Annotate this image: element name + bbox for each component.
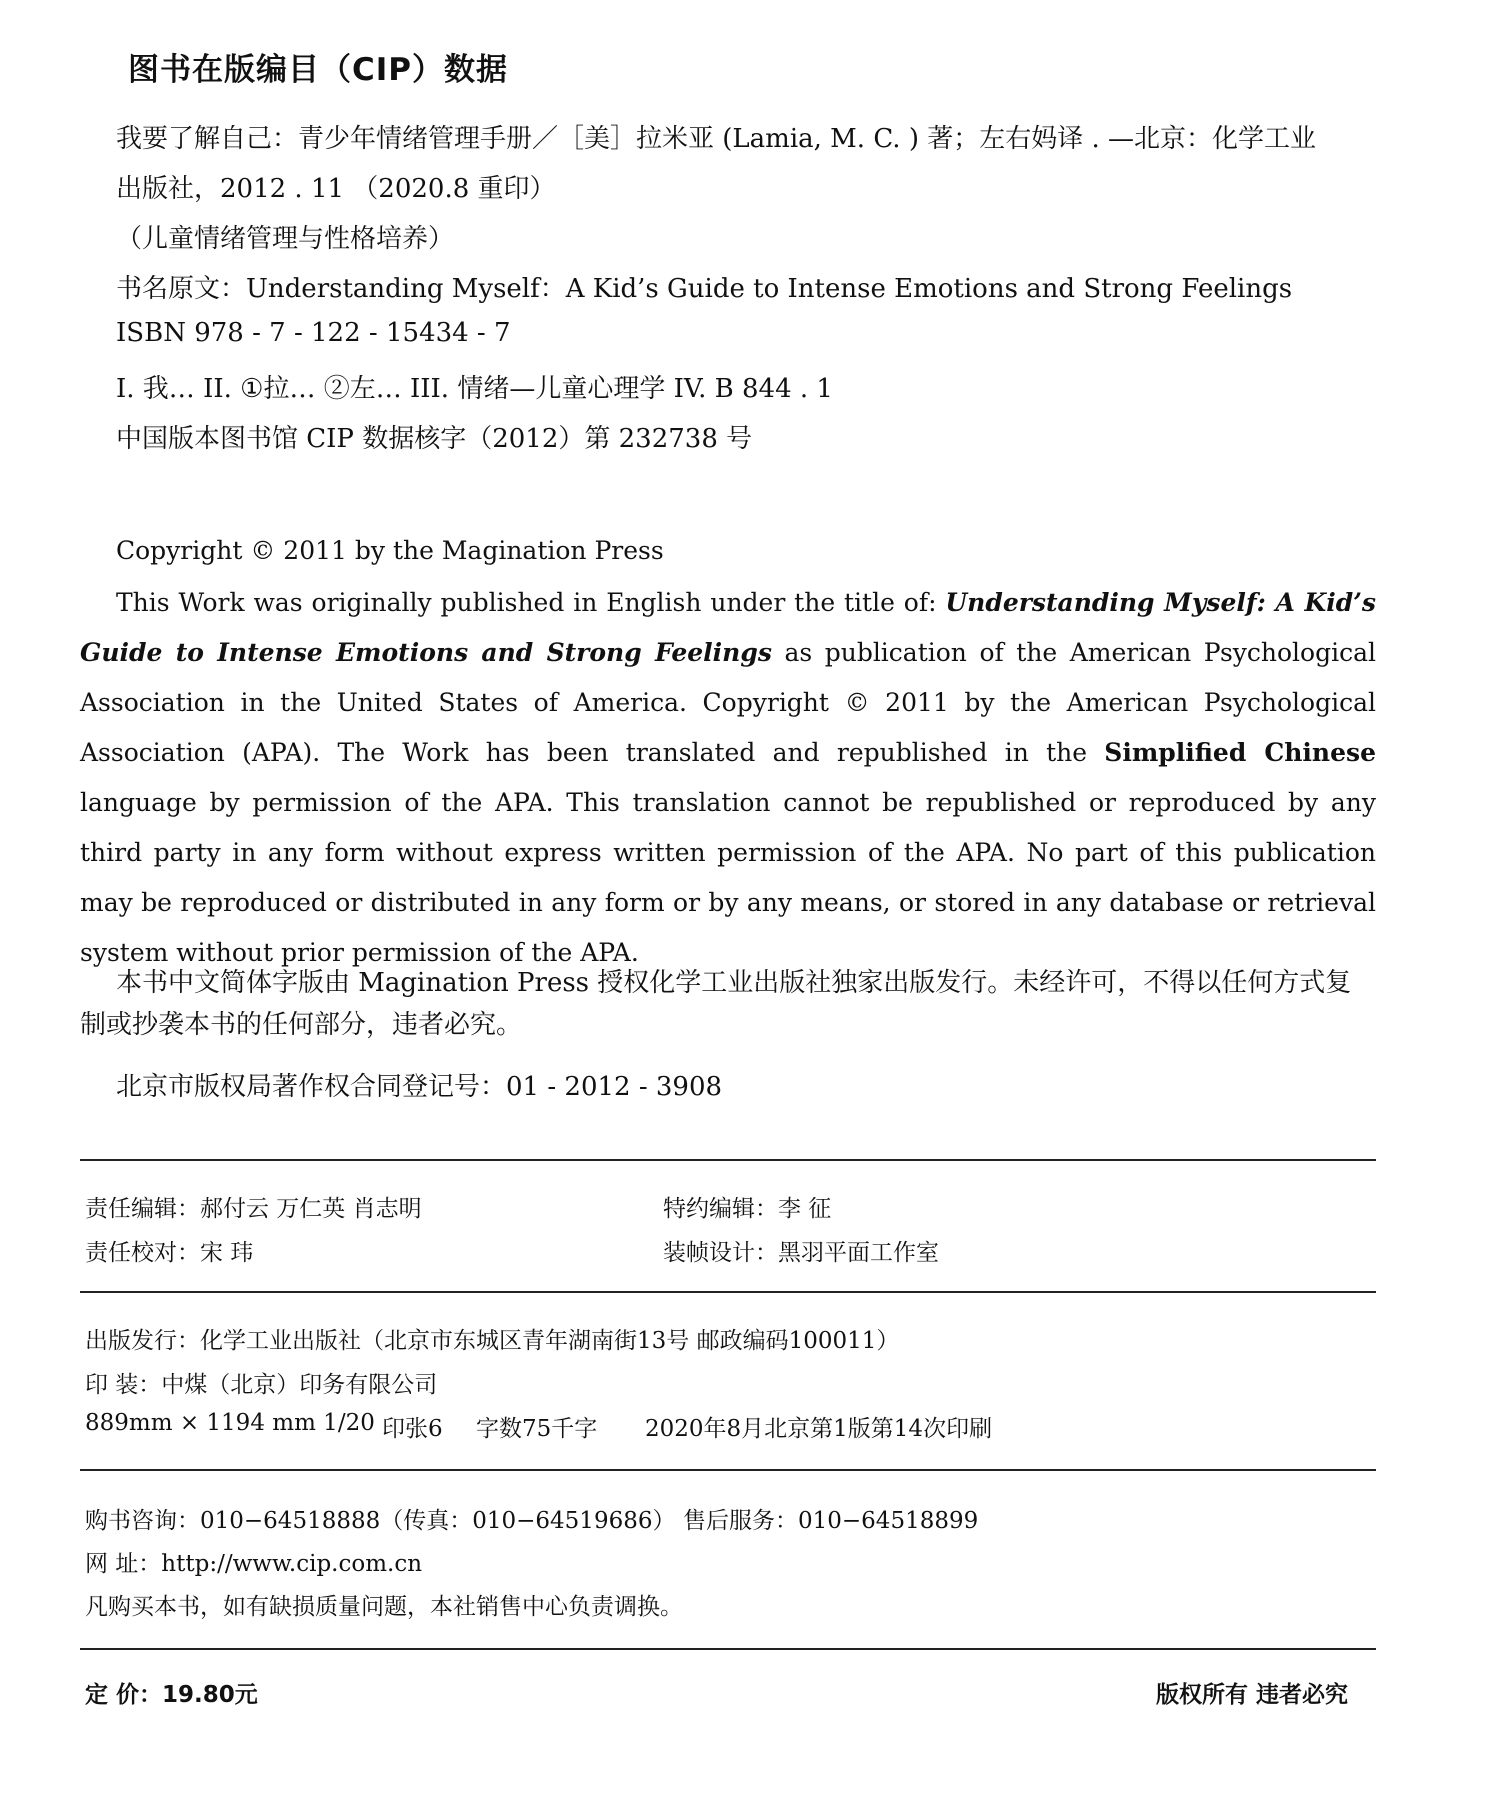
printer-info: 印 装：中煤（北京）印务有限公司 [85, 1372, 438, 1398]
purchase-hotline: 购书咨询：010−64518888（传真：010−64519686） [85, 1508, 676, 1534]
copyright-text-2: as publication of the American Psychological Association in the United States of America. Copyright © 2011 by the American Psychological Association (APA). The Work has been translated and republished in the [80, 638, 1377, 767]
divider-4 [80, 1648, 1376, 1650]
website: 网 址：http://www.cip.com.cn [85, 1551, 423, 1577]
divider-3 [80, 1469, 1376, 1471]
chinese-license-notice [80, 962, 1376, 1046]
chinese-license-text: 本书中文简体字版由 Magination Press 授权化学工业出版社独家出版发行。未经许可，不得以任何方式复制或抄袭本书的任何部分，违者必究。 [80, 968, 1352, 1040]
special-editor: 特约编辑：李 征 [663, 1196, 832, 1222]
cip-title-line-2: 出版社，2012 . 11 （2020.8 重印） [116, 174, 556, 204]
original-book-title: Understanding Myself: A Kid’s Guide to Intense Emotions and Strong Feelings [80, 588, 1376, 667]
language-name: Simplified Chinese [1104, 738, 1376, 767]
price: 定 价：19.80元 [85, 1682, 258, 1708]
print-sheets: 印张6 [382, 1416, 443, 1442]
cip-series: （儿童情绪管理与性格培养） [116, 224, 455, 254]
cip-isbn: ISBN 978 - 7 - 122 - 15434 - 7 [116, 318, 511, 348]
rights-reserved: 版权所有 违者必究 [1156, 1682, 1349, 1708]
copyright-paragraph [80, 578, 1376, 978]
cip-original-title: 书名原文：Understanding Myself：A Kid’s Guide to Intense Emotions and Strong Feelings [116, 274, 1293, 304]
after-sales-service: 售后服务：010−64518899 [683, 1508, 979, 1534]
cip-record-number: 中国版本图书馆 CIP 数据核字（2012）第 232738 号 [116, 424, 753, 454]
word-count: 字数75千字 [476, 1416, 598, 1442]
responsible-editors: 责任编辑：郝付云 万仁英 肖志明 [85, 1196, 422, 1222]
copyright-text-1: This Work was originally published in English under the title of: [116, 588, 946, 617]
replacement-notice: 凡购买本书，如有缺损质量问题，本社销售中心负责调换。 [85, 1594, 683, 1620]
cip-title-line-1: 我要了解自己：青少年情绪管理手册／［美］拉米亚 (Lamia, M. C. ) 著；左右妈译 . —北京：化学工业 [116, 124, 1317, 154]
cip-heading: 图书在版编目（CIP）数据 [128, 52, 509, 88]
proofreader: 责任校对：宋 玮 [85, 1240, 254, 1266]
copyright-text-3: language by permission of the APA. This translation cannot be republished or reproduced by any third party in any form without express written permission of the APA. No part of this publication may be reproduced or distributed in any form or by any means, or stored in any database or retrieval system without prior permission of the APA. [80, 788, 1376, 967]
divider-2 [80, 1291, 1376, 1293]
publisher-info: 出版发行：化学工业出版社（北京市东城区青年湖南街13号 邮政编码100011） [85, 1328, 900, 1354]
cip-classification: I. 我… II. ①拉… ②左… III. 情绪—儿童心理学 IV. B 844 . 1 [116, 374, 833, 404]
copyright-line: Copyright © 2011 by the Magination Press [116, 536, 664, 565]
edition-info: 2020年8月北京第1版第14次印刷 [645, 1416, 993, 1442]
contract-registration: 北京市版权局著作权合同登记号：01 - 2012 - 3908 [116, 1072, 723, 1102]
cover-design: 装帧设计：黑羽平面工作室 [663, 1240, 939, 1266]
divider-1 [80, 1159, 1376, 1161]
book-format: 889mm × 1194 mm 1/20 [85, 1410, 375, 1436]
